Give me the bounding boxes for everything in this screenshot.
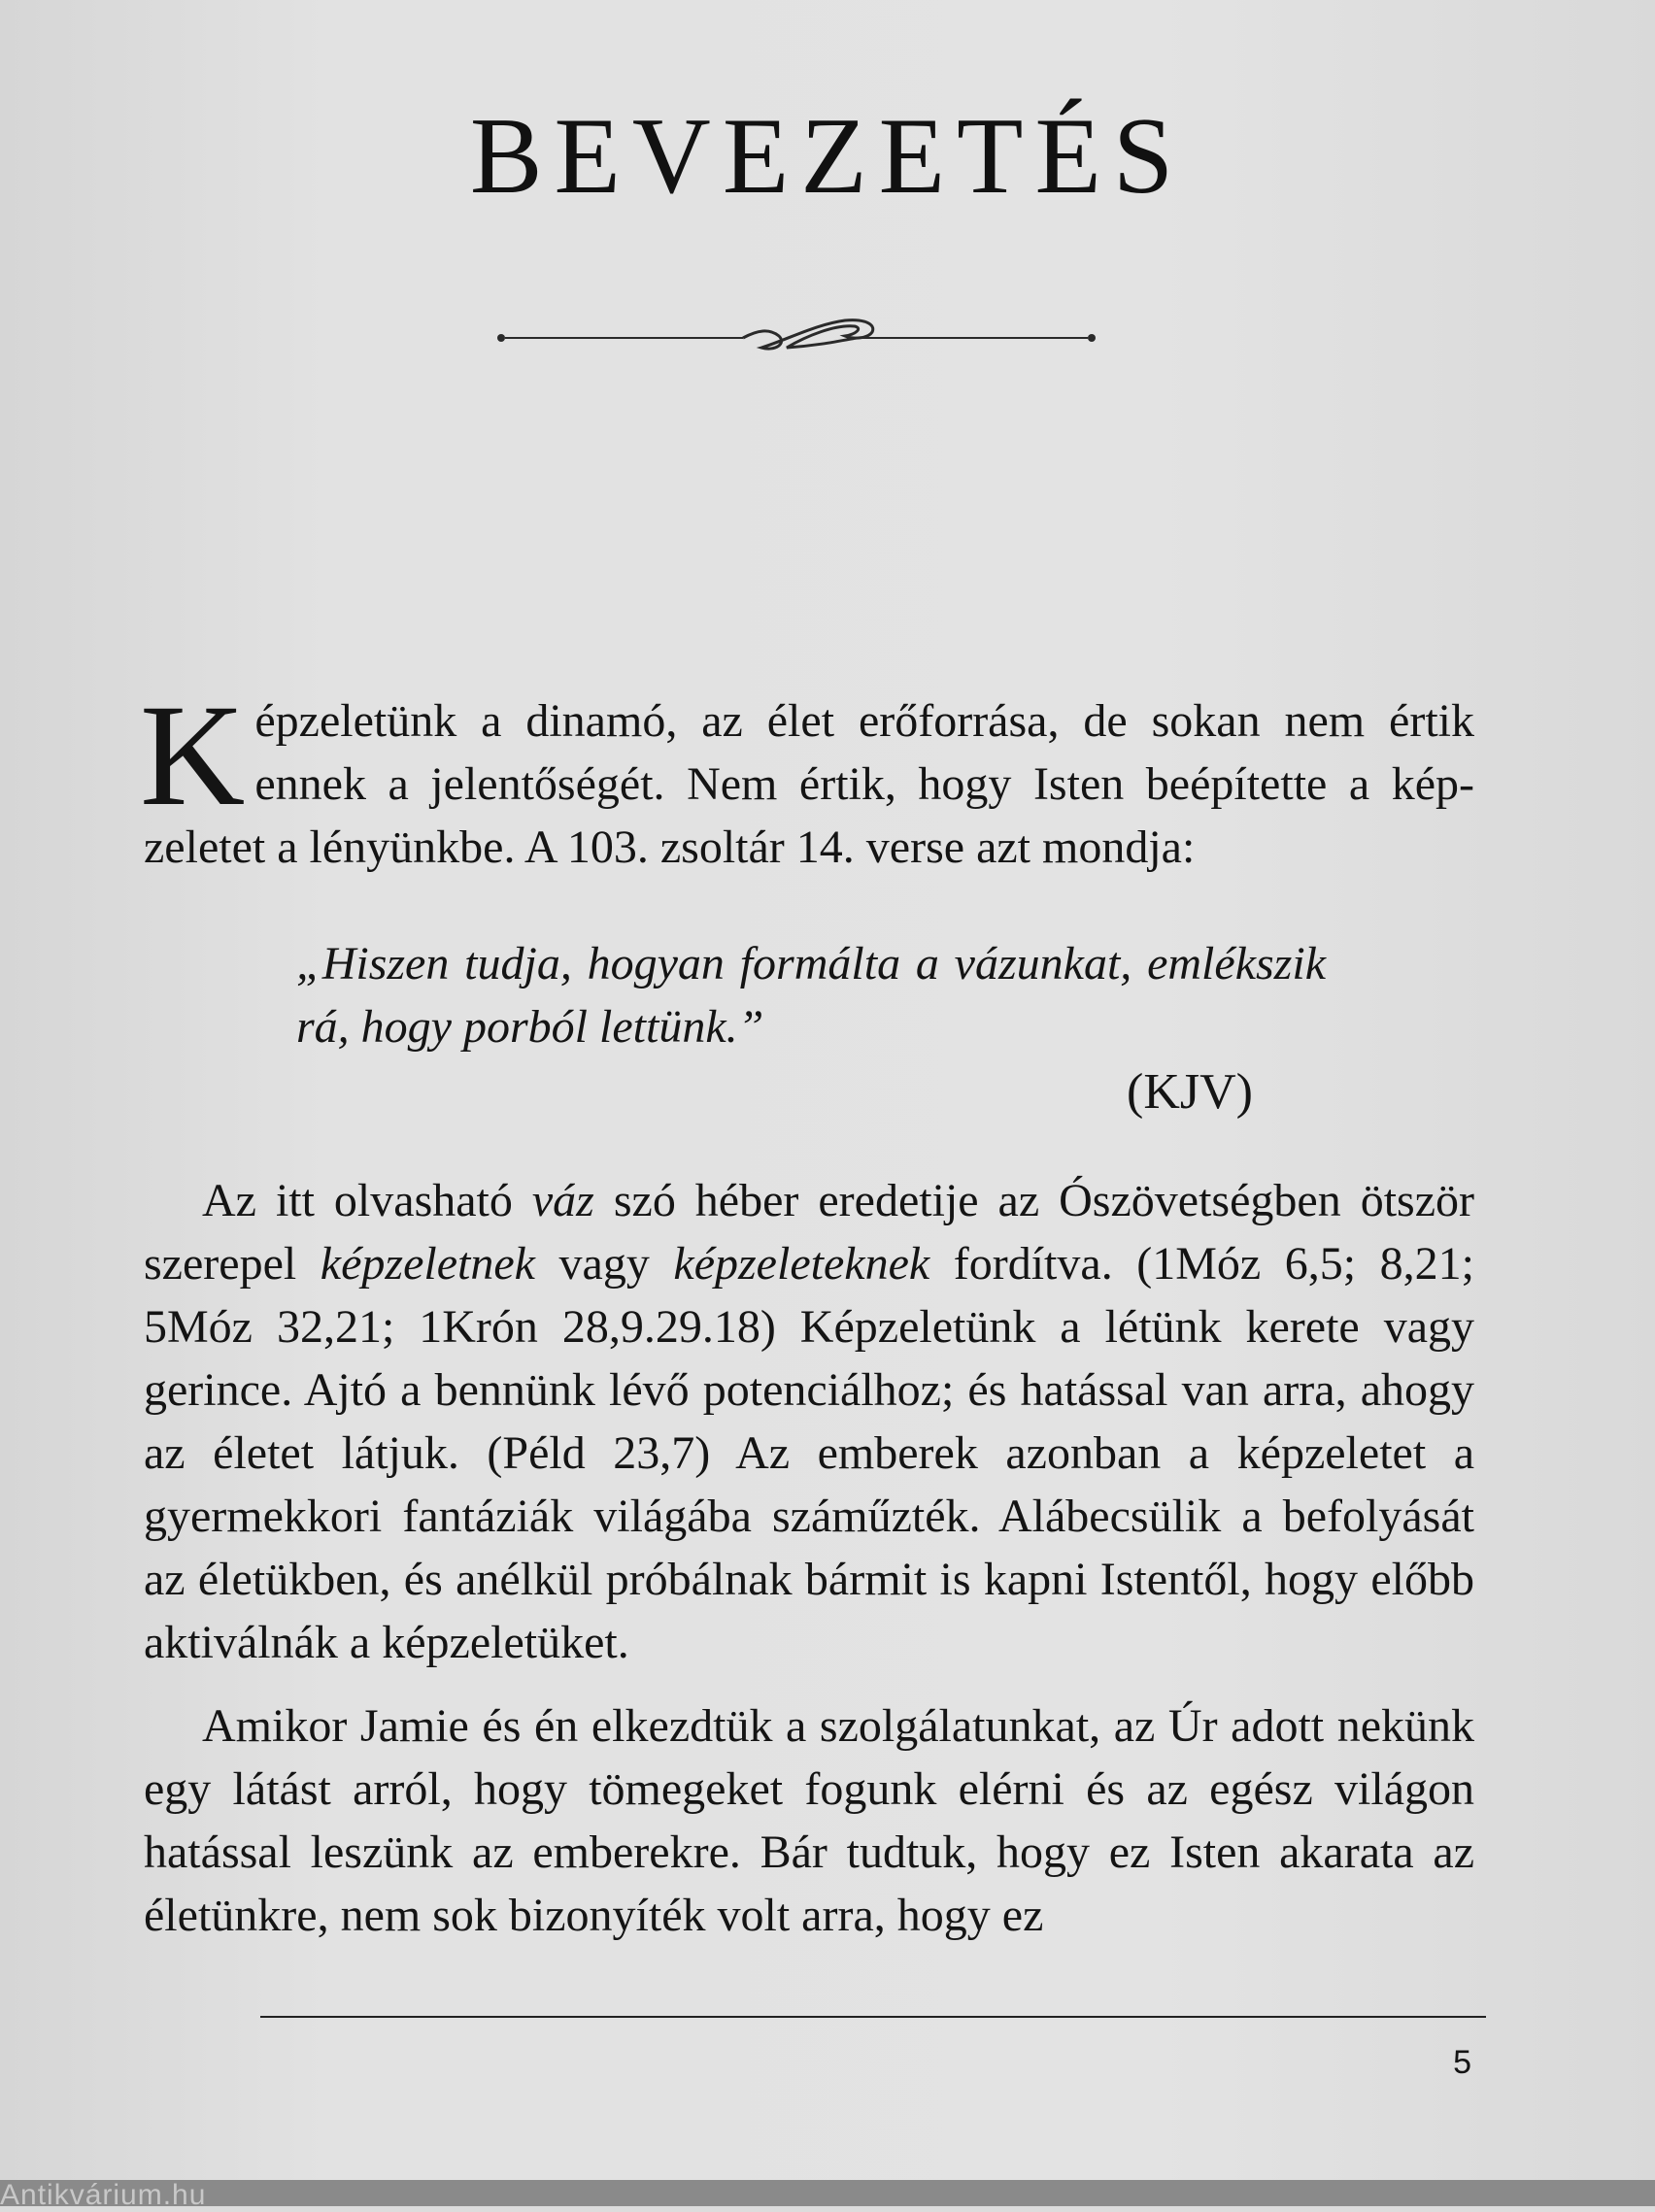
quote-reference: (KJV)	[1127, 1064, 1253, 1120]
p2-emphasis-vaz: váz	[531, 1175, 594, 1226]
paragraph-intro-text: épzeletünk a dinamó, az élet erőforrása, de sokan nem értik ennek a jelentőségét. Nem értik, hogy Isten beépítette a képzeletet a lényünkbe. A 103. zsoltár 14. verse azt mondja:	[144, 695, 1474, 873]
p2-emphasis-kepzeletnek: képzeletnek	[320, 1238, 535, 1290]
p2-text-3: vagy	[534, 1238, 674, 1290]
p2-text-2: szó héber eredetije az Ószövetségben ötször szerepel	[144, 1175, 1475, 1290]
paragraph-ministry: Amikor Jamie és én elkezdtük a szolgálatunkat, az Úr adott nekünk egy látást arról, hogy tömegeket fogunk elérni és az egész világon hatással leszünk az emberekre. Bár tudtuk, hogy ez Isten akarata az életünkre, nem sok bizonyíték volt arra, hogy ez	[144, 1700, 1474, 1941]
bottom-strip	[0, 2180, 1655, 2206]
chapter-title: BEVEZETÉS	[469, 96, 1186, 217]
paragraph-explanation	[144, 1169, 1474, 1674]
footer-rule	[260, 2016, 1486, 2018]
ornament-divider-icon	[495, 311, 1098, 369]
page-number: 5	[1453, 2044, 1471, 2081]
watermark: Antikvárium.hu	[0, 2179, 207, 2211]
p2-emphasis-kepzeleteknek: képzeleteknek	[673, 1238, 930, 1290]
paragraph-intro	[140, 675, 1474, 879]
p2-text-4: fordítva. (1Móz 6,5; 8,21; 5Móz 32,21; 1Krón 28,9.29.18) Képzeletünk a létünk kerete vagy gerince. Ajtó a bennünk lévő potenciálhoz; és hatással van arra, ahogy az életet látjuk. (Péld 23,7) Az emberek azonban a képzeletet a gyermekkori fantáziák világába száműzték. Alábecsülik a befolyását az életükben, és anélkül próbálnak bármit is kapni Istentől, hogy előbb aktiválnák a képzeletüket.	[144, 1238, 1474, 1668]
scripture-quote: „Hiszen tudja, hogyan formálta a vázunkat, emlékszik rá, hogy porból lettünk.”	[296, 938, 1326, 1053]
p2-text-1: Az itt olvasható	[202, 1175, 532, 1226]
drop-cap: K	[140, 675, 246, 836]
